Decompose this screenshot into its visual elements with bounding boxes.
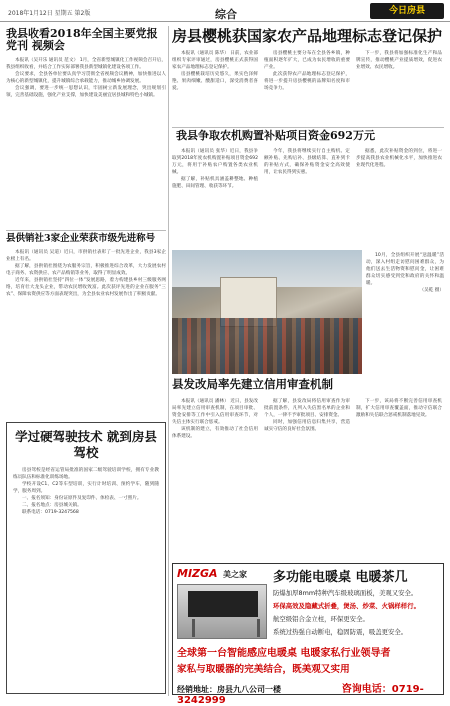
paragraph: 据悉，此次补贴资金的到位，将进一步提高我县农业机械化水平，加快推进农业现代化进程。	[356, 149, 442, 168]
article-credit	[172, 378, 444, 560]
paragraph: 本报讯（通讯员 潘林） 近日，县发改局率先建立信用审查机制，在项目审批、资金安排等工作中引入信用审查环节，对失信主体实行联合惩戒。	[172, 399, 258, 425]
ad-brand-name: 美之家	[223, 570, 247, 579]
paragraph: 近年来，县供销社坚持“四位一体”发展思路，着力构建县乡村三级服务网络，培育壮大龙头企业，带动农民增收致富。此次获评先进的企业在服务“三农”、保障农资供应等方面表现突出，为全县农业农村发展作出了积极贡献。	[6, 278, 166, 298]
paragraph: 据了解，县供销社围绕为农服务宗旨，积极推进综合改革，大力发展农村电子商务、农资供应、农产品购销等业务，取得了明显成效。	[6, 264, 166, 277]
paragraph: 房县樱桃栽培历史悠久，果实色泽鲜艳、果肉细嫩、酸甜适口，深受消费者喜爱。	[172, 72, 258, 91]
paragraph: 二、报名地点：房县城关镇。	[22, 503, 82, 508]
ad-big-line: 全球第一台智能感应电暖桌 电暖家私行业领导者	[177, 648, 391, 659]
caption-text: 10月，全县组织开展“送温暖”活动，深入村组走访慰问困难群众，为他们送去生活物资和慰问金，让困难群众切实感受到党和政府的关怀和温暖。	[366, 253, 444, 286]
ad-feature: 系统过热强自动断电，稳固防震，吸盖更安全。	[273, 628, 408, 636]
article-body	[6, 57, 166, 99]
headline: 我县收看2018年全国主要党报党刊 视频会	[6, 27, 158, 53]
masthead	[0, 0, 450, 22]
paragraph: 今年，我县将继续实行自主购机、定额补贴、先购后补、县级结算、直补到卡的补贴方式，确保补贴资金安全高效使用，让农民得到实惠。	[264, 149, 350, 175]
heater-table-image	[177, 584, 267, 639]
paragraph: 据了解，补贴机具涵盖耕整地、种植施肥、田间管理、收获等环节。	[172, 177, 258, 189]
ad-feature: 环保高效及隐藏式折叠，煲汤、炒菜、火锅样样行。	[273, 602, 420, 610]
column-1	[172, 50, 258, 92]
column-1	[172, 398, 258, 440]
phone-number: 0719-3242999	[177, 684, 424, 706]
column-2	[264, 398, 350, 433]
article-body	[6, 249, 166, 298]
paragraph: 会议强调，要进一步统一思想认识，牢固树立新发展理念，突出规划引领，完善基础设施，强化产业支撑，加快建设美丽宜居县城和特色小城镇。	[6, 86, 166, 99]
paragraph: 本报讯（吴开乐 通讯员 范文） 1月，全省新型城镇化工作视频会召开后，我县组织收看，并结合工作实际部署我县新型城镇化建设各项工作。	[6, 58, 166, 71]
headline: 房县樱桃获国家农产品地理标志登记保护	[172, 27, 443, 45]
column-2	[264, 50, 350, 92]
phone-label: 咨询电话：	[341, 684, 392, 695]
paragraph: 房县樱桃主要分布在全县各乡镇，种植面积逐年扩大，已成为农民增收的重要产业。	[264, 51, 350, 70]
ad-title: 多功能电暖桌 电暖茶几	[273, 570, 408, 585]
box-headline: 学过硬驾驶技术 就到房县驾校	[15, 429, 157, 460]
news-photo	[172, 250, 362, 374]
paragraph: 房县驾校是经省运管局批准的国家二级驾驶培训学校，拥有专业教练员队伍和标准化训练场地。	[13, 468, 159, 480]
paragraph: 联系电话：0719-3247568	[22, 510, 79, 515]
advertisement	[172, 563, 444, 706]
paragraph: 下一步，我县将加强标准化生产和品牌宣传，推动樱桃产业提质增效，促进农业增效、农民增收。	[356, 51, 442, 70]
paragraph: 一、报名须知：身份证原件及复印件、体检表、一寸照片。	[22, 496, 142, 501]
section-title: 综合	[215, 8, 237, 21]
photo-caption	[366, 252, 444, 372]
article-main	[172, 28, 444, 126]
column-2	[264, 148, 350, 176]
article-left-mid	[6, 234, 166, 416]
box-body	[13, 467, 159, 516]
headline: 我县争取农机购置补贴项目资金692万元	[176, 129, 375, 142]
article-funds	[172, 130, 444, 248]
paragraph: 会议要求，全县各单位要认真学习贯彻全省视频会议精神，加快推进以人为核心的新型城镇化，提升城镇综合承载能力，推动城乡协调发展。	[6, 72, 166, 85]
column-divider	[168, 26, 169, 696]
column-1	[172, 148, 258, 190]
column-3	[356, 50, 442, 71]
headline: 县发改局率先建立信用审查机制	[172, 377, 333, 391]
ad-slogan: 家私与取暖器的完美结合，既美观又实用	[177, 664, 350, 675]
ad-feature: 航空级铝合金立柱，环保更安全。	[273, 615, 369, 623]
photo-crowd	[172, 318, 362, 374]
ad-footer	[177, 680, 443, 706]
newspaper-logo: 今日房县	[370, 3, 444, 19]
paragraph: 学校开设C1、C2等车型培训，实行计时培训、预约学车，随到随学，服务周到。	[13, 482, 159, 494]
issue-date: 2018年1月12日 星期五 第2版	[8, 10, 91, 17]
divider	[6, 230, 166, 231]
driving-school-box	[6, 422, 166, 694]
paragraph: 下一步，该局将不断完善信用审查机制，扩大信用审查覆盖面，推动守信联合激励和失信联合惩戒机制落地见效。	[356, 399, 442, 418]
paragraph: 本报讯（通讯员 陈华） 日前，农业部组织专家评审通过，房县樱桃正式获得国家农产品地理标志登记保护。	[172, 51, 258, 70]
paragraph: 该机制的建立，有效推动了社会信用体系建设。	[172, 427, 258, 439]
ad-feature: 防爆加厚8mm特种汽车级玻璃面板，美观又安全。	[273, 589, 418, 597]
column-3	[356, 148, 442, 169]
photo-credit: （吴乾 摄）	[419, 288, 444, 293]
column-3	[356, 398, 442, 419]
divider	[172, 127, 444, 128]
ad-brand-logo: MIZGA	[177, 567, 218, 580]
paragraph: 此次获得农产品地理标志登记保护，将进一步提升房县樱桃的品牌知名度和市场竞争力。	[264, 72, 350, 91]
paragraph: 同时，加强信用信息归集共享，营造诚实守信的良好社会氛围。	[264, 420, 350, 432]
paragraph: 据了解，县发改局将信用审查作为审批前置条件，凡列入失信黑名单的企业和个人，一律不予审批项目、安排资金。	[264, 399, 350, 418]
ad-address: 经销地址：房县九八公司一楼	[177, 685, 281, 694]
article-left-top	[6, 28, 166, 268]
paragraph: 本报讯（通讯员 吴道）近日，市供销社表彰了一批先进企业，我县3家企业榜上有名。	[6, 250, 166, 263]
paragraph: 本报讯（通讯员 张华）近日，我县争取到2018年度农机购置补贴项目资金692万元，将用于补贴农户购置各类农业机械。	[172, 149, 258, 175]
headline: 县供销社3家企业荣获市级先进称号	[6, 233, 156, 244]
